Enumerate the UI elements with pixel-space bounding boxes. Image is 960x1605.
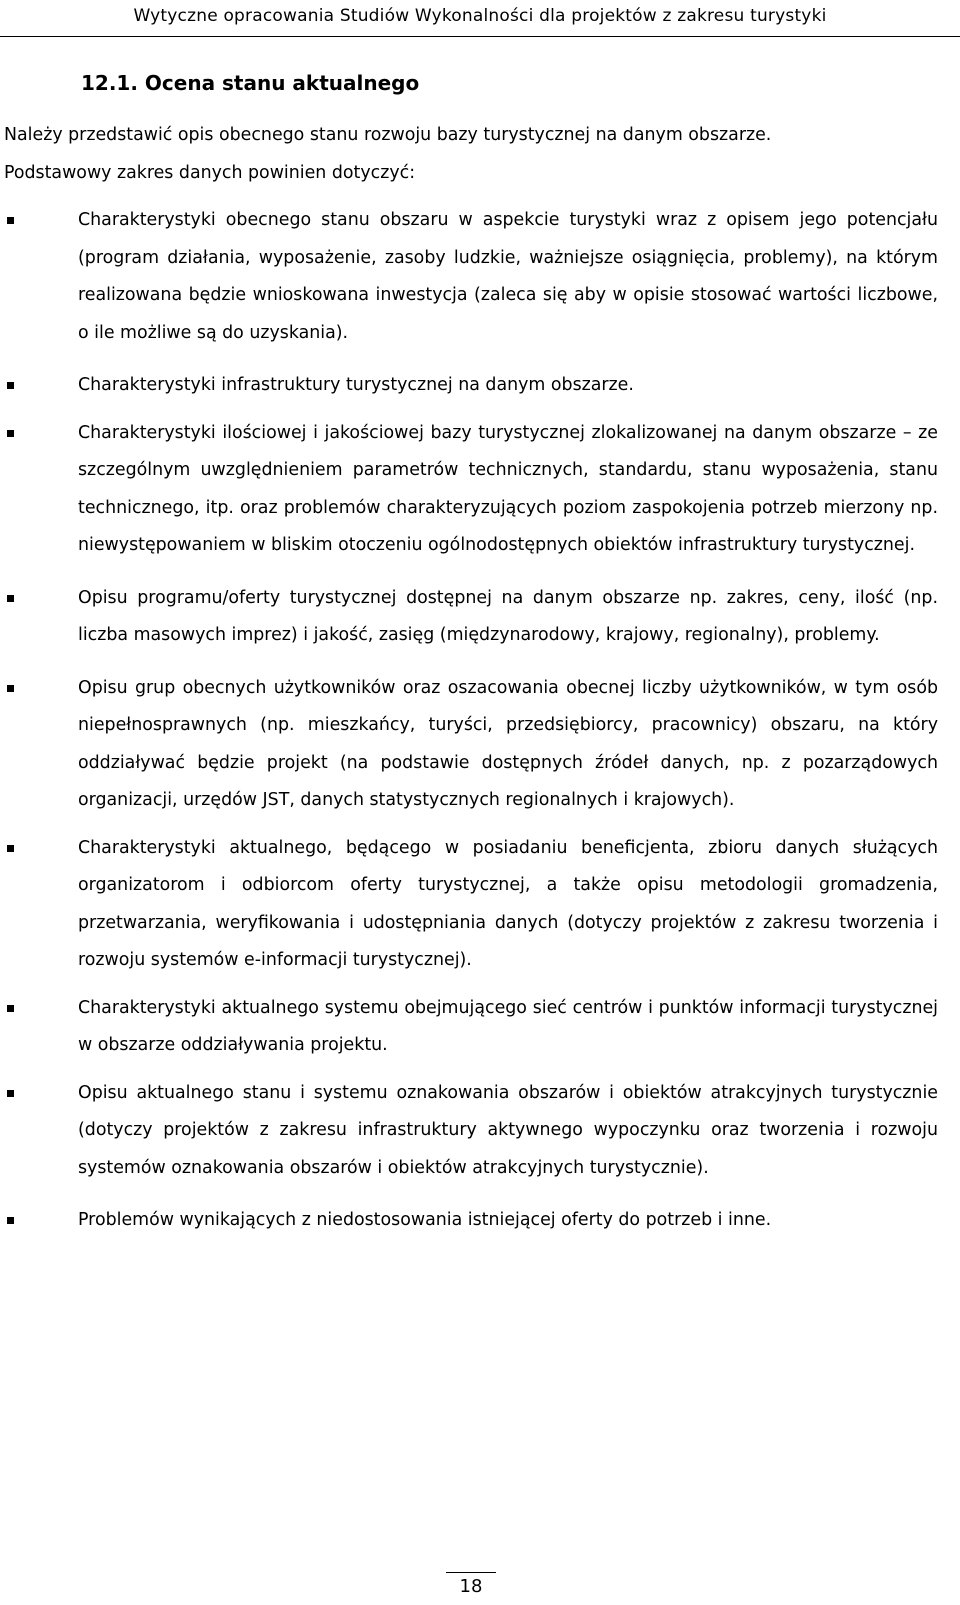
list-item-text: Charakterystyki ilościowej i jakościowej bazy turystycznej zlokalizowanej na danym obszarze – ze szczególnym uwzględnieniem parametrów technicznych, standardu, stanu wyposażenia, stanu technicznego, itp. oraz problemów charakteryzujących poziom zaspokojenia potrzeb mierzony np. niewystępowaniem w bliskim otoczeniu ogólnodostępnych obiektów infrastruktury turystycznej. [78, 422, 938, 555]
list-item-text: Charakterystyki aktualnego systemu obejmującego sieć centrów i punktów informacji turystycznej w obszarze oddziaływania projektu. [78, 997, 938, 1055]
list-item-text: Charakterystyki infrastruktury turystycznej na danym obszarze. [78, 375, 634, 395]
square-bullet-icon [7, 430, 14, 437]
list-item [4, 202, 938, 352]
list-item-text: Opisu aktualnego stanu i systemu oznakowania obszarów i obiektów atrakcyjnych turystycznie (dotyczy projektów z zakresu infrastruktury aktywnego wypoczynku oraz tworzenia i rozwoju systemów oznakowania obszarów i obiektów atrakcyjnych turystycznie). [78, 1082, 938, 1178]
list-item [4, 367, 938, 405]
page-number: 18 [459, 1576, 483, 1597]
list-item [4, 670, 938, 820]
square-bullet-icon [7, 217, 14, 224]
page-number-rule [446, 1572, 496, 1573]
square-bullet-icon [7, 685, 14, 692]
intro-line-1: Należy przedstawić opis obecnego stanu rozwoju bazy turystycznej na danym obszarze. [4, 125, 772, 145]
list-item [4, 830, 938, 980]
list-item-text: Problemów wynikających z niedostosowania istniejącej oferty do potrzeb i inne. [78, 1210, 772, 1230]
square-bullet-icon [7, 1005, 14, 1012]
list-item [4, 415, 938, 565]
square-bullet-icon [7, 1090, 14, 1097]
section-heading: 12.1. Ocena stanu aktualnego [81, 71, 420, 95]
square-bullet-icon [7, 382, 14, 389]
list-item-text: Opisu programu/oferty turystycznej dostępnej na danym obszarze np. zakres, ceny, ilość (np. liczba masowych imprez) i jakość, zasięg (międzynarodowy, krajowy, regionalny), problemy. [78, 587, 938, 645]
square-bullet-icon [7, 1217, 14, 1224]
list-item-text: Charakterystyki aktualnego, będącego w posiadaniu beneficjenta, zbioru danych służących organizatorom i odbiorcom oferty turystycznej, a także opisu metodologii gromadzenia, przetwarzania, weryfikowania i udostępniania danych (dotyczy projektów z zakresu tworzenia i rozwoju systemów e-informacji turystycznej). [78, 837, 938, 970]
list-item-text: Opisu grup obecnych użytkowników oraz oszacowania obecnej liczby użytkowników, w tym osób niepełnosprawnych (np. mieszkańcy, turyści, przedsiębiorcy, pracownicy) obszaru, na który oddziaływać będzie projekt (na podstawie dostępnych źródeł danych, np. z pozarządowych organizacji, urzędów JST, danych statystycznych regionalnych i krajowych). [78, 677, 938, 810]
intro-line-2: Podstawowy zakres danych powinien dotyczyć: [4, 162, 416, 183]
header-rule [0, 36, 960, 37]
list-item [4, 580, 938, 655]
document-body [4, 117, 938, 1250]
intro-paragraph [4, 117, 938, 192]
square-bullet-icon [7, 595, 14, 602]
criteria-list [4, 202, 938, 1240]
list-item-text: Charakterystyki obecnego stanu obszaru w aspekcie turystyki wraz z opisem jego potencjału (program działania, wyposażenie, zasoby ludzkie, ważniejsze osiągnięcia, problemy), na którym realizowana będzie wnioskowana inwestycja (zaleca się aby w opisie stosować wartości liczbowe, o ile możliwe są do uzyskania). [78, 210, 938, 343]
list-item [4, 1202, 938, 1240]
list-item [4, 1075, 938, 1188]
list-item [4, 990, 938, 1065]
running-header: Wytyczne opracowania Studiów Wykonalności dla projektów z zakresu turystyki [133, 6, 827, 26]
square-bullet-icon [7, 845, 14, 852]
